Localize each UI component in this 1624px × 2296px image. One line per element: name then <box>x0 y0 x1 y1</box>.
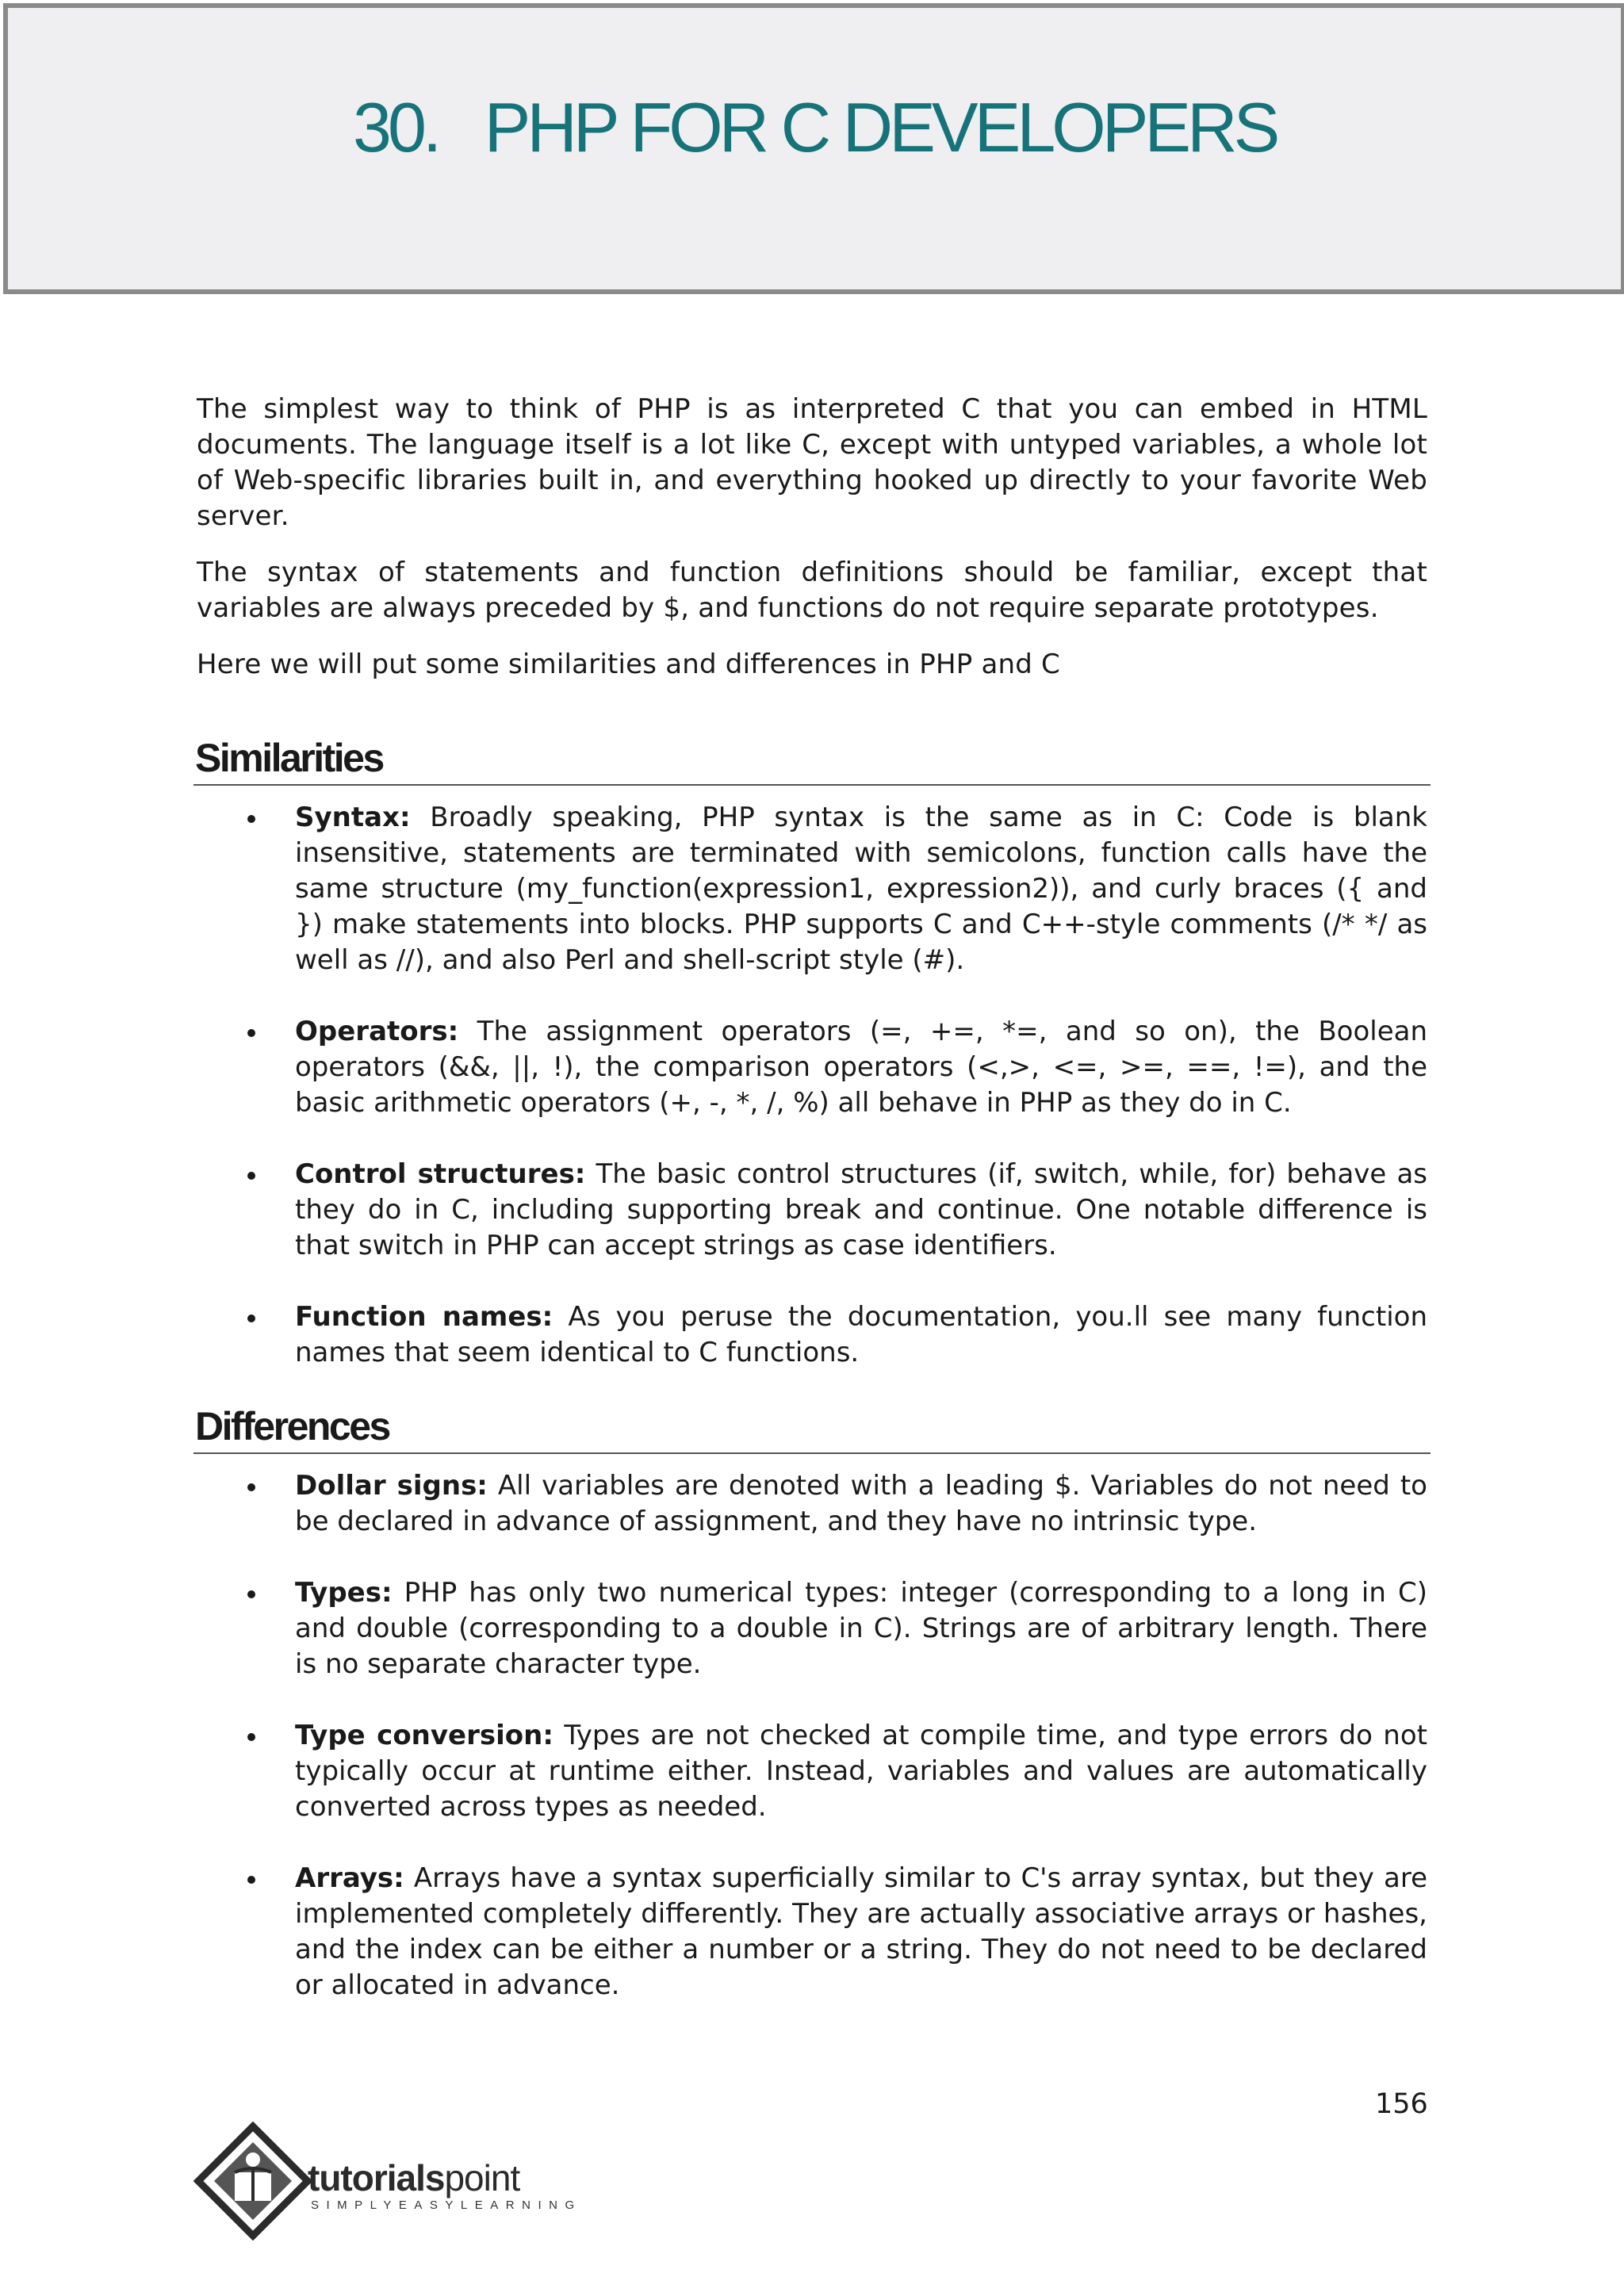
item-term: Arrays: <box>295 1862 404 1894</box>
item-text: Broadly speaking, PHP syntax is the same as in C: Code is blank insensitive, statements are terminated with semicolons, function calls have the same structure (my_function(expression1, expression2)), and curly braces ({ and }) make statements into blocks. PHP supports C and C++-style comments (/* */ as well as //), and also Perl and shell-script style (#). <box>295 802 1427 976</box>
bullet-icon <box>247 815 255 823</box>
intro-paragraph: The syntax of statements and function definitions should be familiar, except that variables are always preceded by $, and functions do not require separate prototypes. <box>197 557 1427 624</box>
item-text: Arrays have a syntax superficially similar to C's array syntax, but they are implemented completely differently. They are actually associative arrays or hashes, and the index can be either a number or a string. They do not need to be declared or allocated in advance. <box>295 1862 1427 2001</box>
list-item <box>197 1157 1427 1264</box>
item-text: The basic control structures (if, switch, while, for) behave as they do in C, including supporting break and continue. One notable difference is that switch in PHP can accept strings as case identifiers. <box>295 1158 1427 1261</box>
item-term: Operators: <box>295 1016 459 1047</box>
page-number: 156 <box>1375 2088 1428 2120</box>
differences-list <box>197 1468 1427 2003</box>
item-text: Types are not checked at compile time, and type errors do not typically occur at runtime either. Instead, variables and values are automatically converted across types as needed. <box>295 1720 1427 1823</box>
list-item <box>197 1014 1427 1121</box>
item-term: Function names: <box>295 1301 553 1333</box>
bullet-icon <box>247 1172 255 1180</box>
bullet-icon <box>247 1483 255 1491</box>
item-term: Control structures: <box>295 1158 586 1190</box>
list-item <box>197 800 1427 978</box>
list-item <box>197 1861 1427 2003</box>
bullet-icon <box>247 1733 255 1741</box>
item-text: The assignment operators (=, +=, *=, and so on), the Boolean operators (&&, ||, !), the comparison operators (<,>, <=, >=, ==, !=), and the basic arithmetic operators (+, -, *, /, %) all behave in PHP as they do in C. <box>295 1016 1427 1119</box>
logo-tagline: SIMPLYEASYLEARNING <box>311 2198 582 2212</box>
chapter-title: 30. PHP FOR C DEVELOPERS <box>353 88 1277 166</box>
logo-wordmark: tutorialspoint <box>308 2157 520 2198</box>
section-heading-differences: Differences <box>193 1403 1431 1454</box>
intro-paragraph: The simplest way to think of PHP is as interpreted C that you can embed in HTML documents. The language itself is a lot like C, except with untyped variables, a whole lot of Web-specific libraries built in, and everything hooked up directly to your favorite Web server. <box>197 393 1427 532</box>
item-text: All variables are denoted with a leading $. Variables do not need to be declared in advance of assignment, and they have no intrinsic type. <box>295 1470 1427 1537</box>
section-heading-similarities: Similarities <box>193 735 1431 786</box>
item-text: As you peruse the documentation, you.ll see many function names that seem identical to C functions. <box>295 1301 1427 1368</box>
item-term: Type conversion: <box>295 1720 553 1751</box>
bullet-icon <box>247 1590 255 1598</box>
tutorialspoint-logo-icon <box>193 2122 312 2241</box>
intro-paragraph: Here we will put some similarities and differences in PHP and C <box>197 649 1060 680</box>
item-term: Syntax: <box>295 802 411 833</box>
bullet-icon <box>247 1029 255 1037</box>
list-item <box>197 1299 1427 1371</box>
list-item <box>197 1575 1427 1682</box>
page-content <box>197 392 1427 2039</box>
bullet-icon <box>247 1314 255 1322</box>
list-item <box>197 1718 1427 1825</box>
similarities-list <box>197 800 1427 1371</box>
item-term: Dollar signs: <box>295 1470 488 1502</box>
item-text: PHP has only two numerical types: integer (corresponding to a long in C) and double (corresponding to a double in C). Strings are of arbitrary length. There is no separate character type. <box>295 1577 1427 1680</box>
bullet-icon <box>247 1876 255 1884</box>
item-term: Types: <box>295 1577 393 1609</box>
list-item <box>197 1468 1427 1540</box>
